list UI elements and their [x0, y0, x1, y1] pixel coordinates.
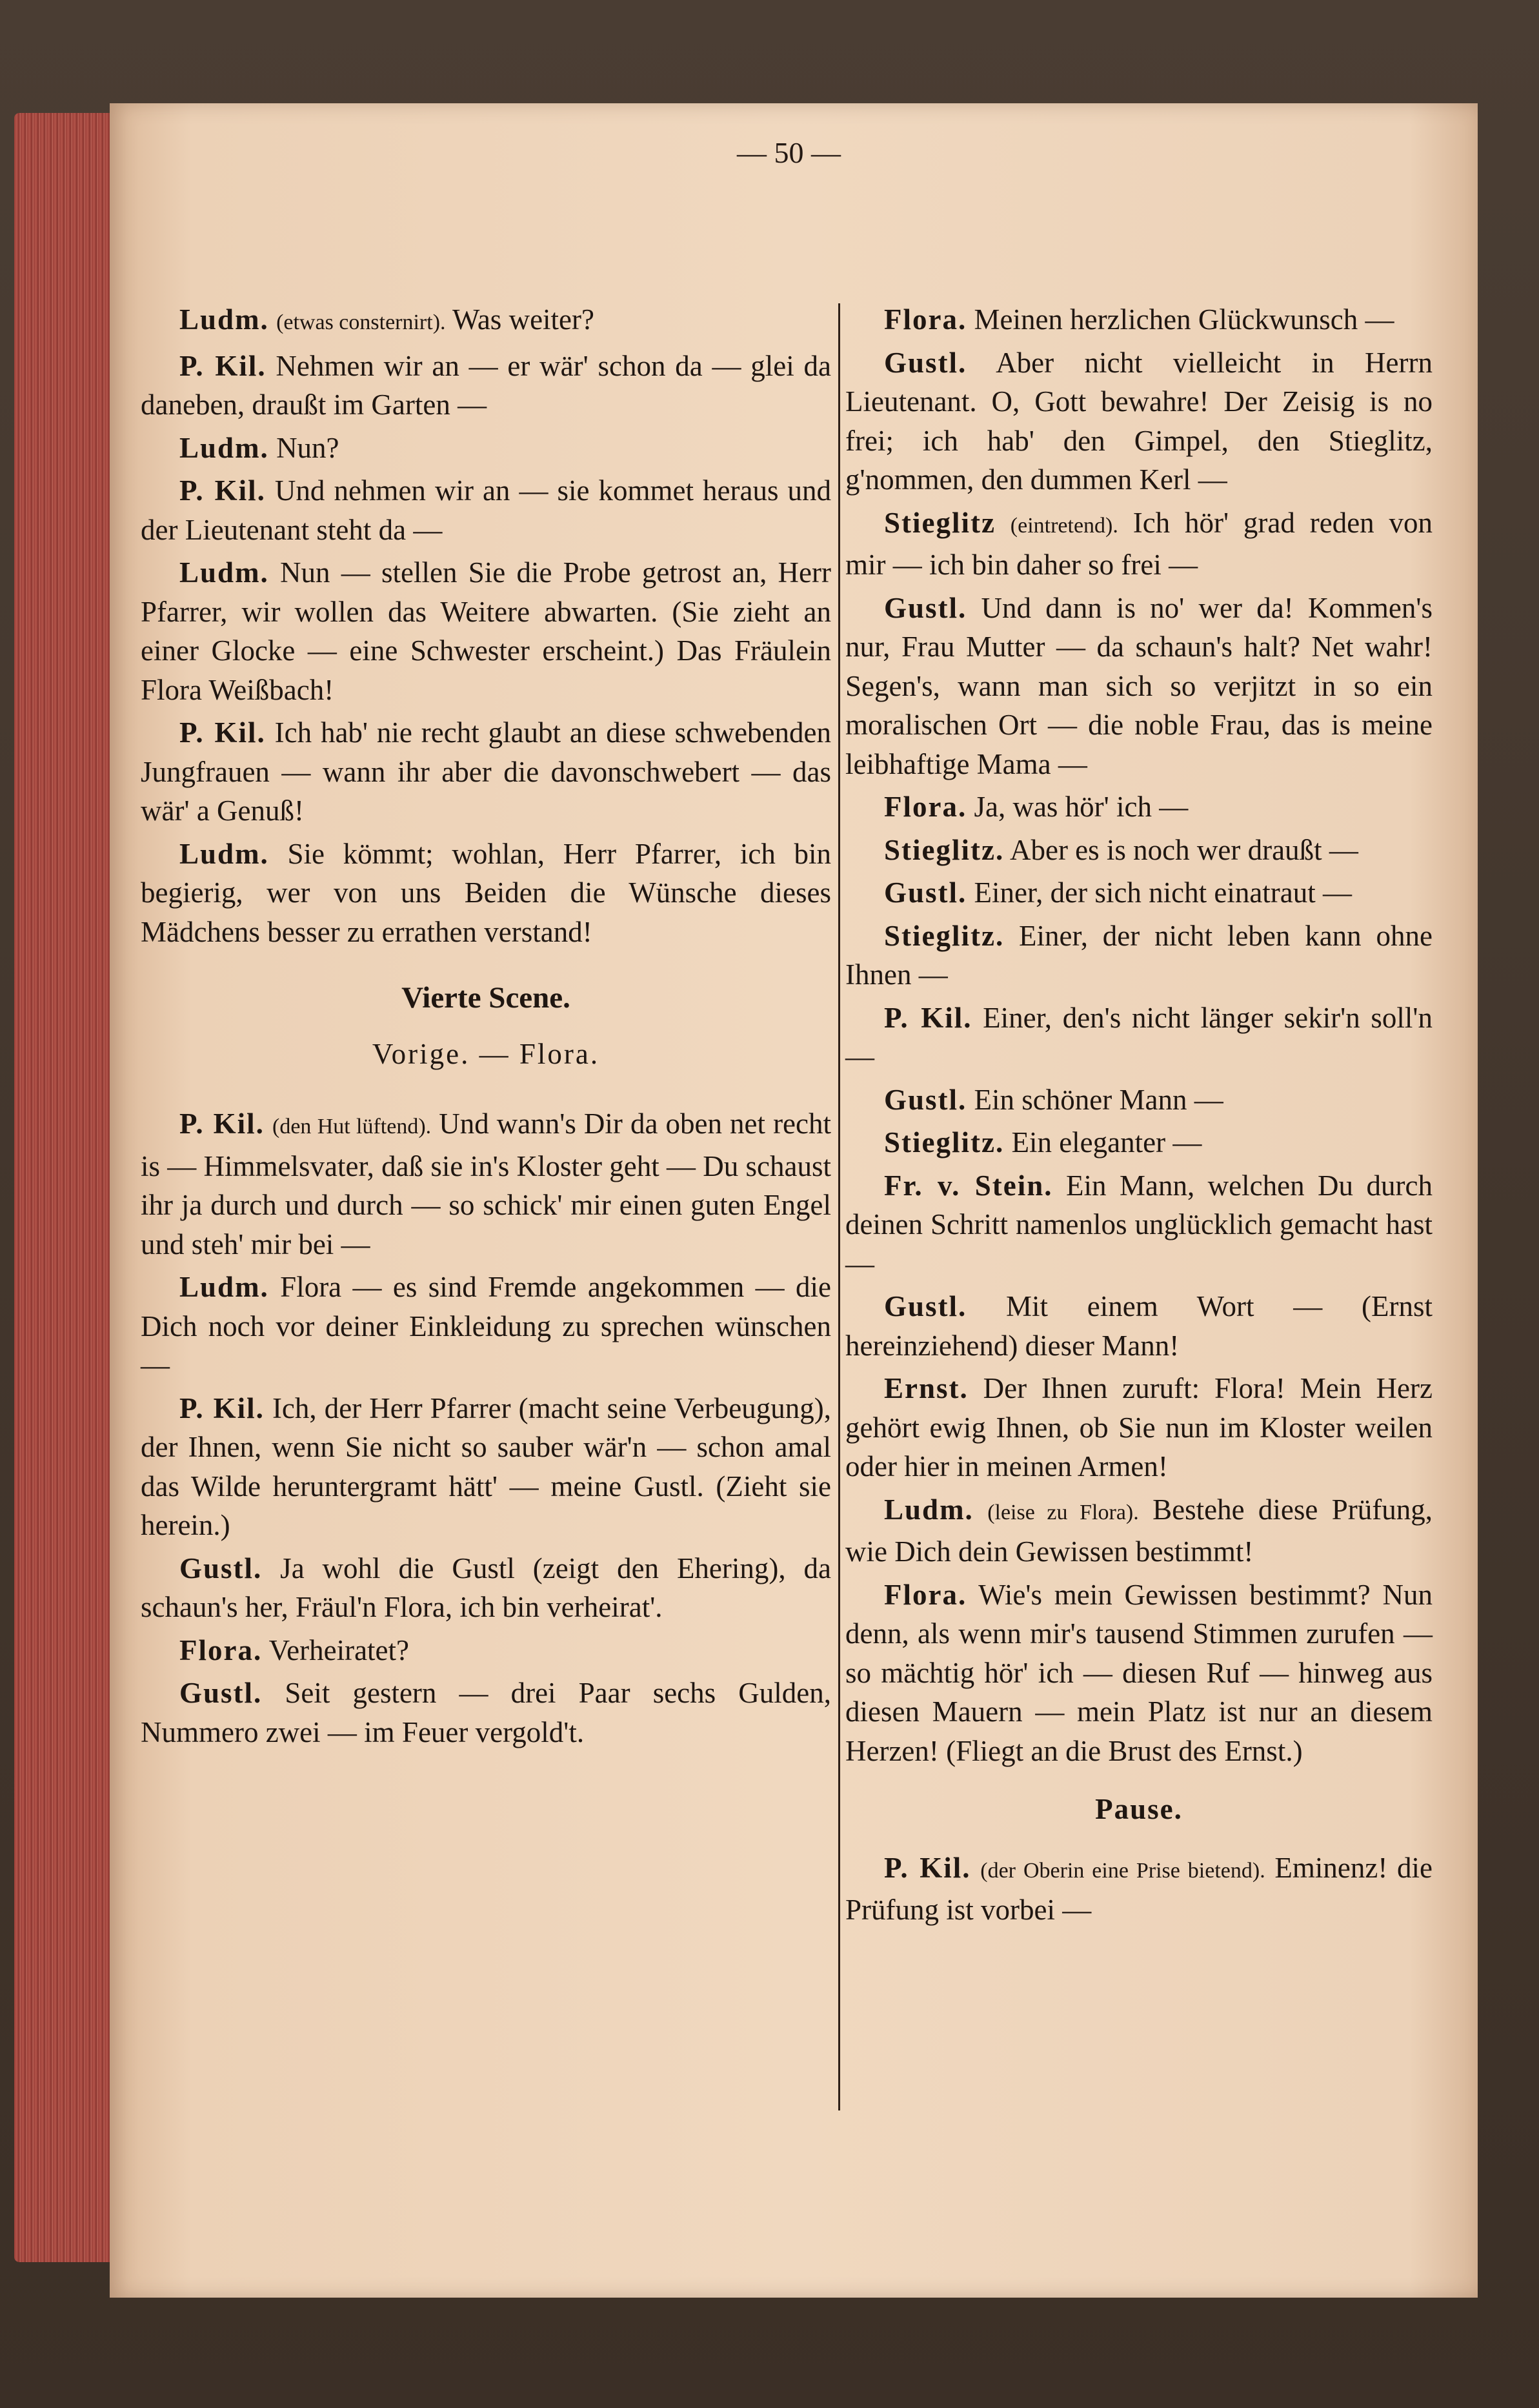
speaker-name: Ludm. — [179, 837, 269, 870]
dialogue-paragraph — [845, 831, 1433, 870]
speaker-name: P. Kil. — [179, 474, 266, 507]
dialogue-text: Einer, der sich nicht einatraut — — [967, 876, 1353, 909]
dialogue-text: Ein Mann, welchen Du durch deinen Schritt namenlos unglücklich gemacht hast — — [845, 1169, 1433, 1280]
dialogue-paragraph — [845, 1369, 1433, 1486]
right-paragraphs-2 — [845, 1848, 1433, 1930]
speaker-name: P. Kil. — [179, 349, 267, 382]
left-paragraphs-2 — [141, 1104, 831, 1752]
speaker-name: P. Kil. — [179, 1391, 265, 1424]
speaker-name: Gustl. — [884, 346, 967, 379]
scene-cast: Vorige. — Flora. — [372, 1037, 600, 1070]
speaker-name: Stieglitz — [884, 506, 996, 539]
dialogue-text: Ich hab' nie recht glaubt an diese schwebenden Jungfrauen — wann ihr aber die davonschwebert — das wär' a Genuß! — [141, 716, 831, 827]
dialogue-text: Sie kömmt; wohlan, Herr Pfarrer, ich bin begierig, wer von uns Beiden die Wünsche dieses Mädchens besser zu errathen verstand! — [141, 837, 831, 948]
dialogue-text: Ich hör' grad reden von mir — ich bin daher so frei — — [845, 506, 1433, 581]
dialogue-text: Ja, was hör' ich — — [967, 791, 1189, 823]
dialogue-text: Und wann's Dir da oben net recht is — Himmelsvater, daß sie in's Kloster geht — Du schaust ihr ja durch und durch — so schick' mir einen guten Engel und steh' mir bei — — [141, 1108, 832, 1260]
dialogue-paragraph — [845, 787, 1433, 827]
speaker-name: Stieglitz. — [884, 1126, 1005, 1158]
speaker-name: Ludm. — [884, 1493, 974, 1526]
dialogue-text: Einer, den's nicht länger sekir'n soll'n — — [845, 1001, 1433, 1073]
dialogue-paragraph — [845, 1080, 1433, 1120]
dialogue-paragraph — [141, 300, 831, 343]
speaker-name: P. Kil. — [179, 716, 266, 749]
dialogue-paragraph — [845, 503, 1433, 585]
dialogue-paragraph — [141, 429, 831, 468]
speaker-name: Fr. v. Stein. — [884, 1169, 1053, 1202]
dialogue-paragraph — [845, 873, 1433, 913]
speaker-name: Gustl. — [179, 1552, 263, 1584]
dialogue-paragraph — [845, 300, 1433, 339]
dialogue-paragraph — [141, 713, 831, 831]
left-column — [141, 300, 831, 1755]
dialogue-text: Mit einem Wort — (Ernst hereinziehend) dieser Mann! — [845, 1290, 1433, 1362]
speaker-name: Flora. — [884, 791, 967, 823]
speaker-name: Flora. — [179, 1634, 263, 1666]
dialogue-text: Ein eleganter — — [1004, 1126, 1202, 1158]
speaker-name: P. Kil. — [884, 1001, 972, 1034]
speaker-name: Flora. — [884, 303, 967, 336]
dialogue-text: Seit gestern — drei Paar sechs Gulden, Nummero zwei — im Feuer vergold't. — [141, 1677, 831, 1748]
dialogue-paragraph — [141, 1631, 831, 1670]
speaker-name: Gustl. — [884, 591, 967, 624]
right-paragraphs — [845, 300, 1433, 1770]
dialogue-paragraph — [141, 835, 831, 952]
dialogue-text: Wie's mein Gewissen bestimmt? Nun denn, als wenn mir's tausend Stimmen zurufen — so mächtig hör' ich — diesen Ruf — hinweg aus diesen Mauern — mein Platz ist nur an diesem Herzen! (Fliegt an die Brust des Ernst.) — [845, 1578, 1433, 1767]
dialogue-paragraph — [845, 916, 1433, 995]
dialogue-text: Flora — es sind Fremde angekommen — die Dich noch vor deiner Einkleidung zu sprechen wünschen — — [141, 1271, 831, 1381]
dialogue-text: Und nehmen wir an — sie kommet heraus und der Lieutenant steht da — — [141, 474, 831, 546]
speaker-name: Ludm. — [179, 303, 269, 336]
dialogue-text: Nehmen wir an — er wär' schon da — glei da daneben, draußt im Garten — — [141, 349, 831, 421]
dialogue-text: Bestehe diese Prüfung, wie Dich dein Gewissen bestimmt! — [845, 1493, 1433, 1568]
dialogue-text: Der Ihnen zuruft: Flora! Mein Herz gehört ewig Ihnen, ob Sie nun im Kloster weilen oder hier in meinen Armen! — [845, 1372, 1433, 1482]
dialogue-paragraph — [141, 1389, 831, 1545]
dialogue-text: Nun? — [268, 431, 339, 464]
stage-direction: (leise zu Flora). — [987, 1500, 1139, 1524]
dialogue-paragraph — [141, 347, 831, 425]
column-divider — [838, 303, 840, 2110]
speaker-name: Stieglitz. — [884, 833, 1005, 866]
dialogue-paragraph — [845, 1490, 1433, 1572]
speaker-name: Ludm. — [179, 431, 269, 464]
dialogue-text: Ein schöner Mann — — [967, 1083, 1223, 1116]
dialogue-paragraph — [141, 1674, 831, 1752]
dialogue-paragraph — [141, 1268, 831, 1385]
speaker-name: Gustl. — [884, 876, 967, 909]
dialogue-text: Nun — stellen Sie die Probe getrost an, Herr Pfarrer, wir wollen das Weitere abwarten. (Sie zieht an einer Glocke — eine Schwester erscheint.) Das Fräulein Flora Weißbach! — [141, 556, 831, 706]
scene-title: Vierte Scene. — [401, 981, 570, 1015]
dialogue-paragraph — [845, 1166, 1433, 1284]
speaker-name: Stieglitz. — [884, 919, 1005, 952]
dialogue-text: Und dann is no' wer da! Kommen's nur, Frau Mutter — da schaun's halt? Net wahr! Segen's, wann man sich so verjitzt in so ein moralischen Ort — die noble Frau, das is meine leibhaftige Mama — — [845, 591, 1433, 780]
dialogue-text: Einer, der nicht leben kann ohne Ihnen — — [845, 919, 1433, 991]
stage-direction: (etwas consternirt). — [276, 310, 446, 334]
dialogue-paragraph — [845, 1848, 1433, 1930]
page-edges — [14, 113, 117, 2262]
dialogue-text: Aber es is noch wer draußt — — [1004, 833, 1358, 866]
stage-direction: (der Oberin eine Prise bietend). — [980, 1858, 1265, 1883]
dialogue-paragraph — [845, 1123, 1433, 1162]
speaker-name: Gustl. — [179, 1677, 263, 1709]
dialogue-paragraph — [141, 1104, 831, 1264]
speaker-name: P. Kil. — [884, 1851, 971, 1884]
right-column — [845, 300, 1433, 1934]
dialogue-text: Verheiratet? — [262, 1634, 410, 1666]
dialogue-paragraph — [845, 1287, 1433, 1365]
dialogue-paragraph — [845, 589, 1433, 784]
speaker-name: Gustl. — [884, 1290, 967, 1322]
dialogue-text: Meinen herzlichen Glückwunsch — — [967, 303, 1394, 336]
dialogue-text: Eminenz! die Prüfung ist vorbei — — [845, 1851, 1433, 1926]
stage-direction: (den Hut lüftend). — [272, 1115, 432, 1138]
dialogue-text: Was weiter? — [445, 303, 594, 336]
dialogue-paragraph — [141, 553, 831, 709]
dialogue-text: Ich, der Herr Pfarrer (macht seine Verbeugung), der Ihnen, wenn Sie nicht so sauber wär'n — schon amal das Wilde heruntergramt hätt' — meine Gustl. (Zieht sie herein.) — [141, 1391, 831, 1541]
left-paragraphs — [141, 300, 831, 951]
dialogue-text: Aber nicht vielleicht in Herrn Lieutenant. O, Gott bewahre! Der Zeisig is no frei; ich hab' den Gimpel, den Stieglitz, g'nommen, den dummen Kerl — — [845, 346, 1433, 496]
speaker-name: Flora. — [884, 1578, 967, 1611]
dialogue-text: Ja wohl die Gustl (zeigt den Ehering), da schaun's her, Fräul'n Flora, ich bin verheirat'. — [141, 1552, 831, 1623]
dialogue-paragraph — [141, 471, 831, 549]
page-number: — 50 — — [737, 136, 841, 169]
speaker-name: Gustl. — [884, 1083, 967, 1116]
dialogue-paragraph — [845, 998, 1433, 1077]
speaker-name: Ernst. — [884, 1372, 969, 1404]
dialogue-paragraph — [845, 1575, 1433, 1771]
speaker-name: Ludm. — [179, 1271, 269, 1303]
speaker-name: P. Kil. — [179, 1108, 265, 1140]
speaker-name: Ludm. — [179, 556, 269, 589]
dialogue-paragraph — [141, 1549, 831, 1627]
dialogue-paragraph — [845, 343, 1433, 500]
pause-heading: Pause. — [1095, 1793, 1183, 1825]
stage-direction: (eintretend). — [1010, 513, 1118, 538]
